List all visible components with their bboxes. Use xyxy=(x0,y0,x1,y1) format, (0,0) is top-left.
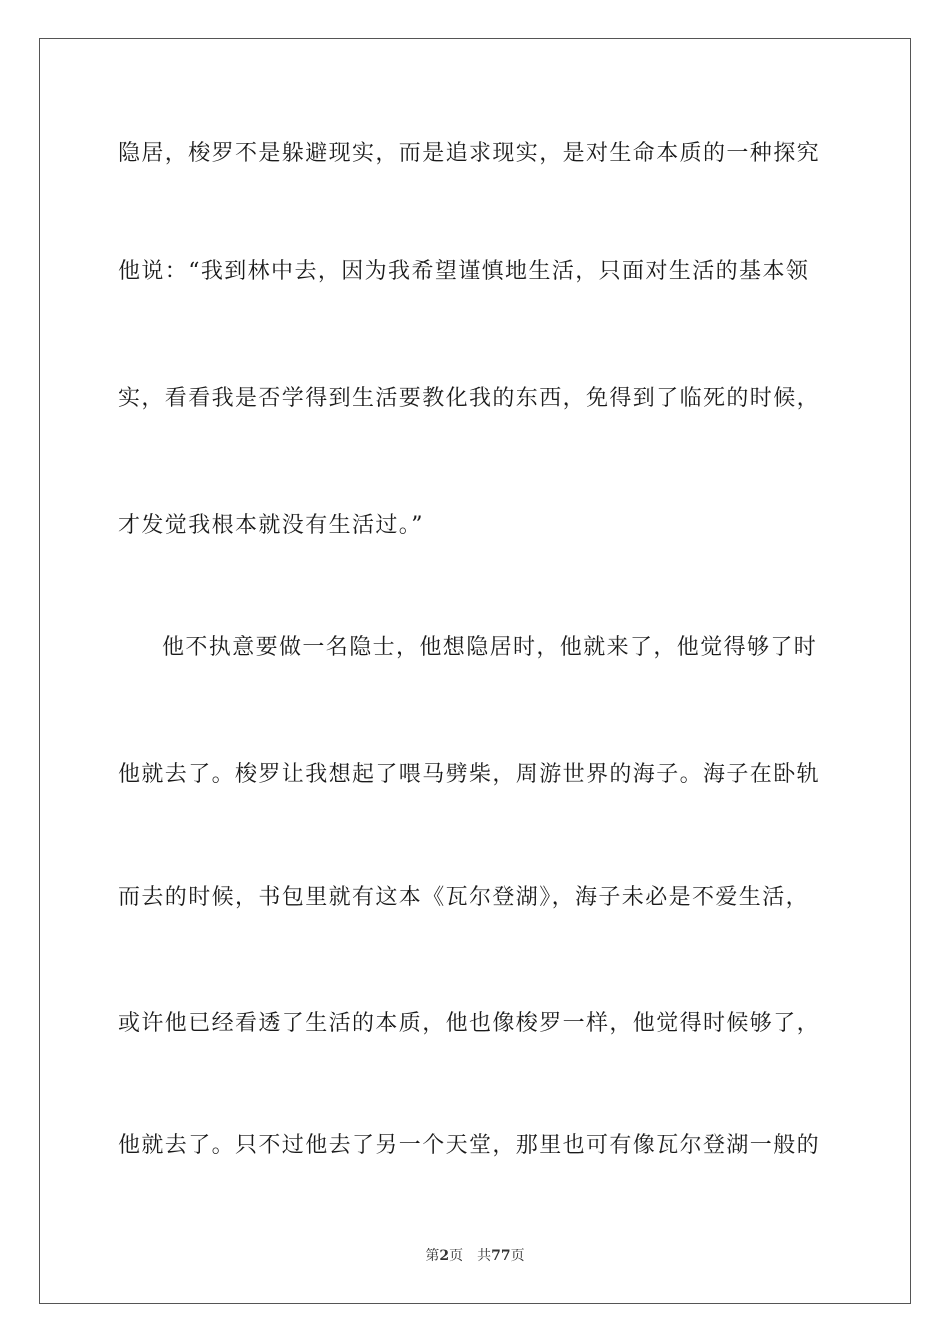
total-suffix: 页 xyxy=(510,1248,525,1264)
page-footer xyxy=(0,1246,950,1266)
page-frame xyxy=(39,38,911,1304)
text-line-2: 他说：“我到林中去，因为我希望谨慎地生活，只面对生活的基本领 xyxy=(118,259,810,284)
text-line-5: 他不执意要做一名隐士，他想隐居时，他就来了，他觉得够了时 xyxy=(162,635,818,660)
total-pages: 77 xyxy=(491,1248,511,1264)
page-suffix: 页 xyxy=(449,1248,464,1264)
text-line-7: 而去的时候，书包里就有这本《瓦尔登湖》，海子未必是不爱生活， xyxy=(118,885,810,910)
text-line-3: 实，看看我是否学得到生活要教化我的东西，免得到了临死的时候， xyxy=(118,386,821,411)
page-prefix: 第 xyxy=(425,1248,440,1264)
text-line-1: 隐居，梭罗不是躲避现实，而是追求现实，是对生命本质的一种探究 xyxy=(118,141,821,166)
total-prefix: 共 xyxy=(477,1248,492,1264)
text-line-9: 他就去了。只不过他去了另一个天堂，那里也可有像瓦尔登湖一般的 xyxy=(118,1133,821,1158)
text-line-4: 才发觉我根本就没有生活过。” xyxy=(118,513,424,538)
page-number: 2 xyxy=(439,1248,450,1264)
text-line-6: 他就去了。梭罗让我想起了喂马劈柴，周游世界的海子。海子在卧轨 xyxy=(118,762,821,787)
text-line-8: 或许他已经看透了生活的本质，他也像梭罗一样，他觉得时候够了， xyxy=(118,1011,821,1036)
